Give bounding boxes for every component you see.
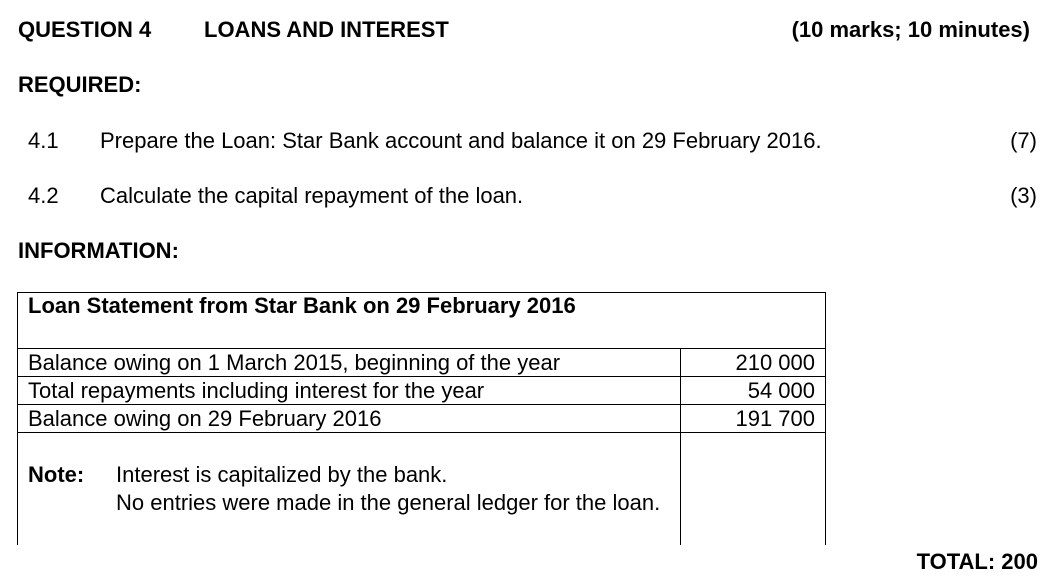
required-heading: REQUIRED: (18, 72, 142, 97)
statement-title-row (18, 293, 826, 349)
table-row (18, 349, 826, 377)
question-item-text: Calculate the capital repayment of the loan. (100, 183, 524, 208)
statement-row-amount: 191 700 (681, 405, 826, 433)
statement-row-amount: 210 000 (681, 349, 826, 377)
question-number: QUESTION 4 (18, 17, 152, 42)
table-row (18, 377, 826, 405)
question-item-number: 4.1 (28, 128, 59, 153)
question-marks-time: (10 marks; 10 minutes) (791, 17, 1030, 42)
statement-row-label: Balance owing on 1 March 2015, beginning of the year (18, 349, 681, 377)
note (28, 461, 670, 517)
question-item-marks: (7) (1010, 128, 1037, 153)
statement-row-label: Total repayments including interest for the year (18, 377, 681, 405)
question-item-text: Prepare the Loan: Star Bank account and balance it on 29 February 2016. (100, 128, 822, 153)
statement-row-amount: 54 000 (681, 377, 826, 405)
note-label: Note: (28, 462, 85, 487)
statement-title: Loan Statement from Star Bank on 29 February 2016 (18, 293, 826, 349)
loan-statement-table (17, 292, 826, 573)
note-line: Interest is capitalized by the bank. (116, 462, 448, 487)
note-lines (116, 461, 661, 517)
question-title: LOANS AND INTEREST (204, 17, 449, 42)
question-item-number: 4.2 (28, 183, 59, 208)
question-item-marks: (3) (1010, 183, 1037, 208)
page-crop-mask (0, 545, 1053, 580)
table-row (18, 405, 826, 433)
total-marks: TOTAL: 200 (916, 549, 1038, 574)
statement-row-label: Balance owing on 29 February 2016 (18, 405, 681, 433)
information-heading: INFORMATION: (18, 238, 179, 263)
note-line: No entries were made in the general ledger for the loan. (116, 490, 661, 515)
